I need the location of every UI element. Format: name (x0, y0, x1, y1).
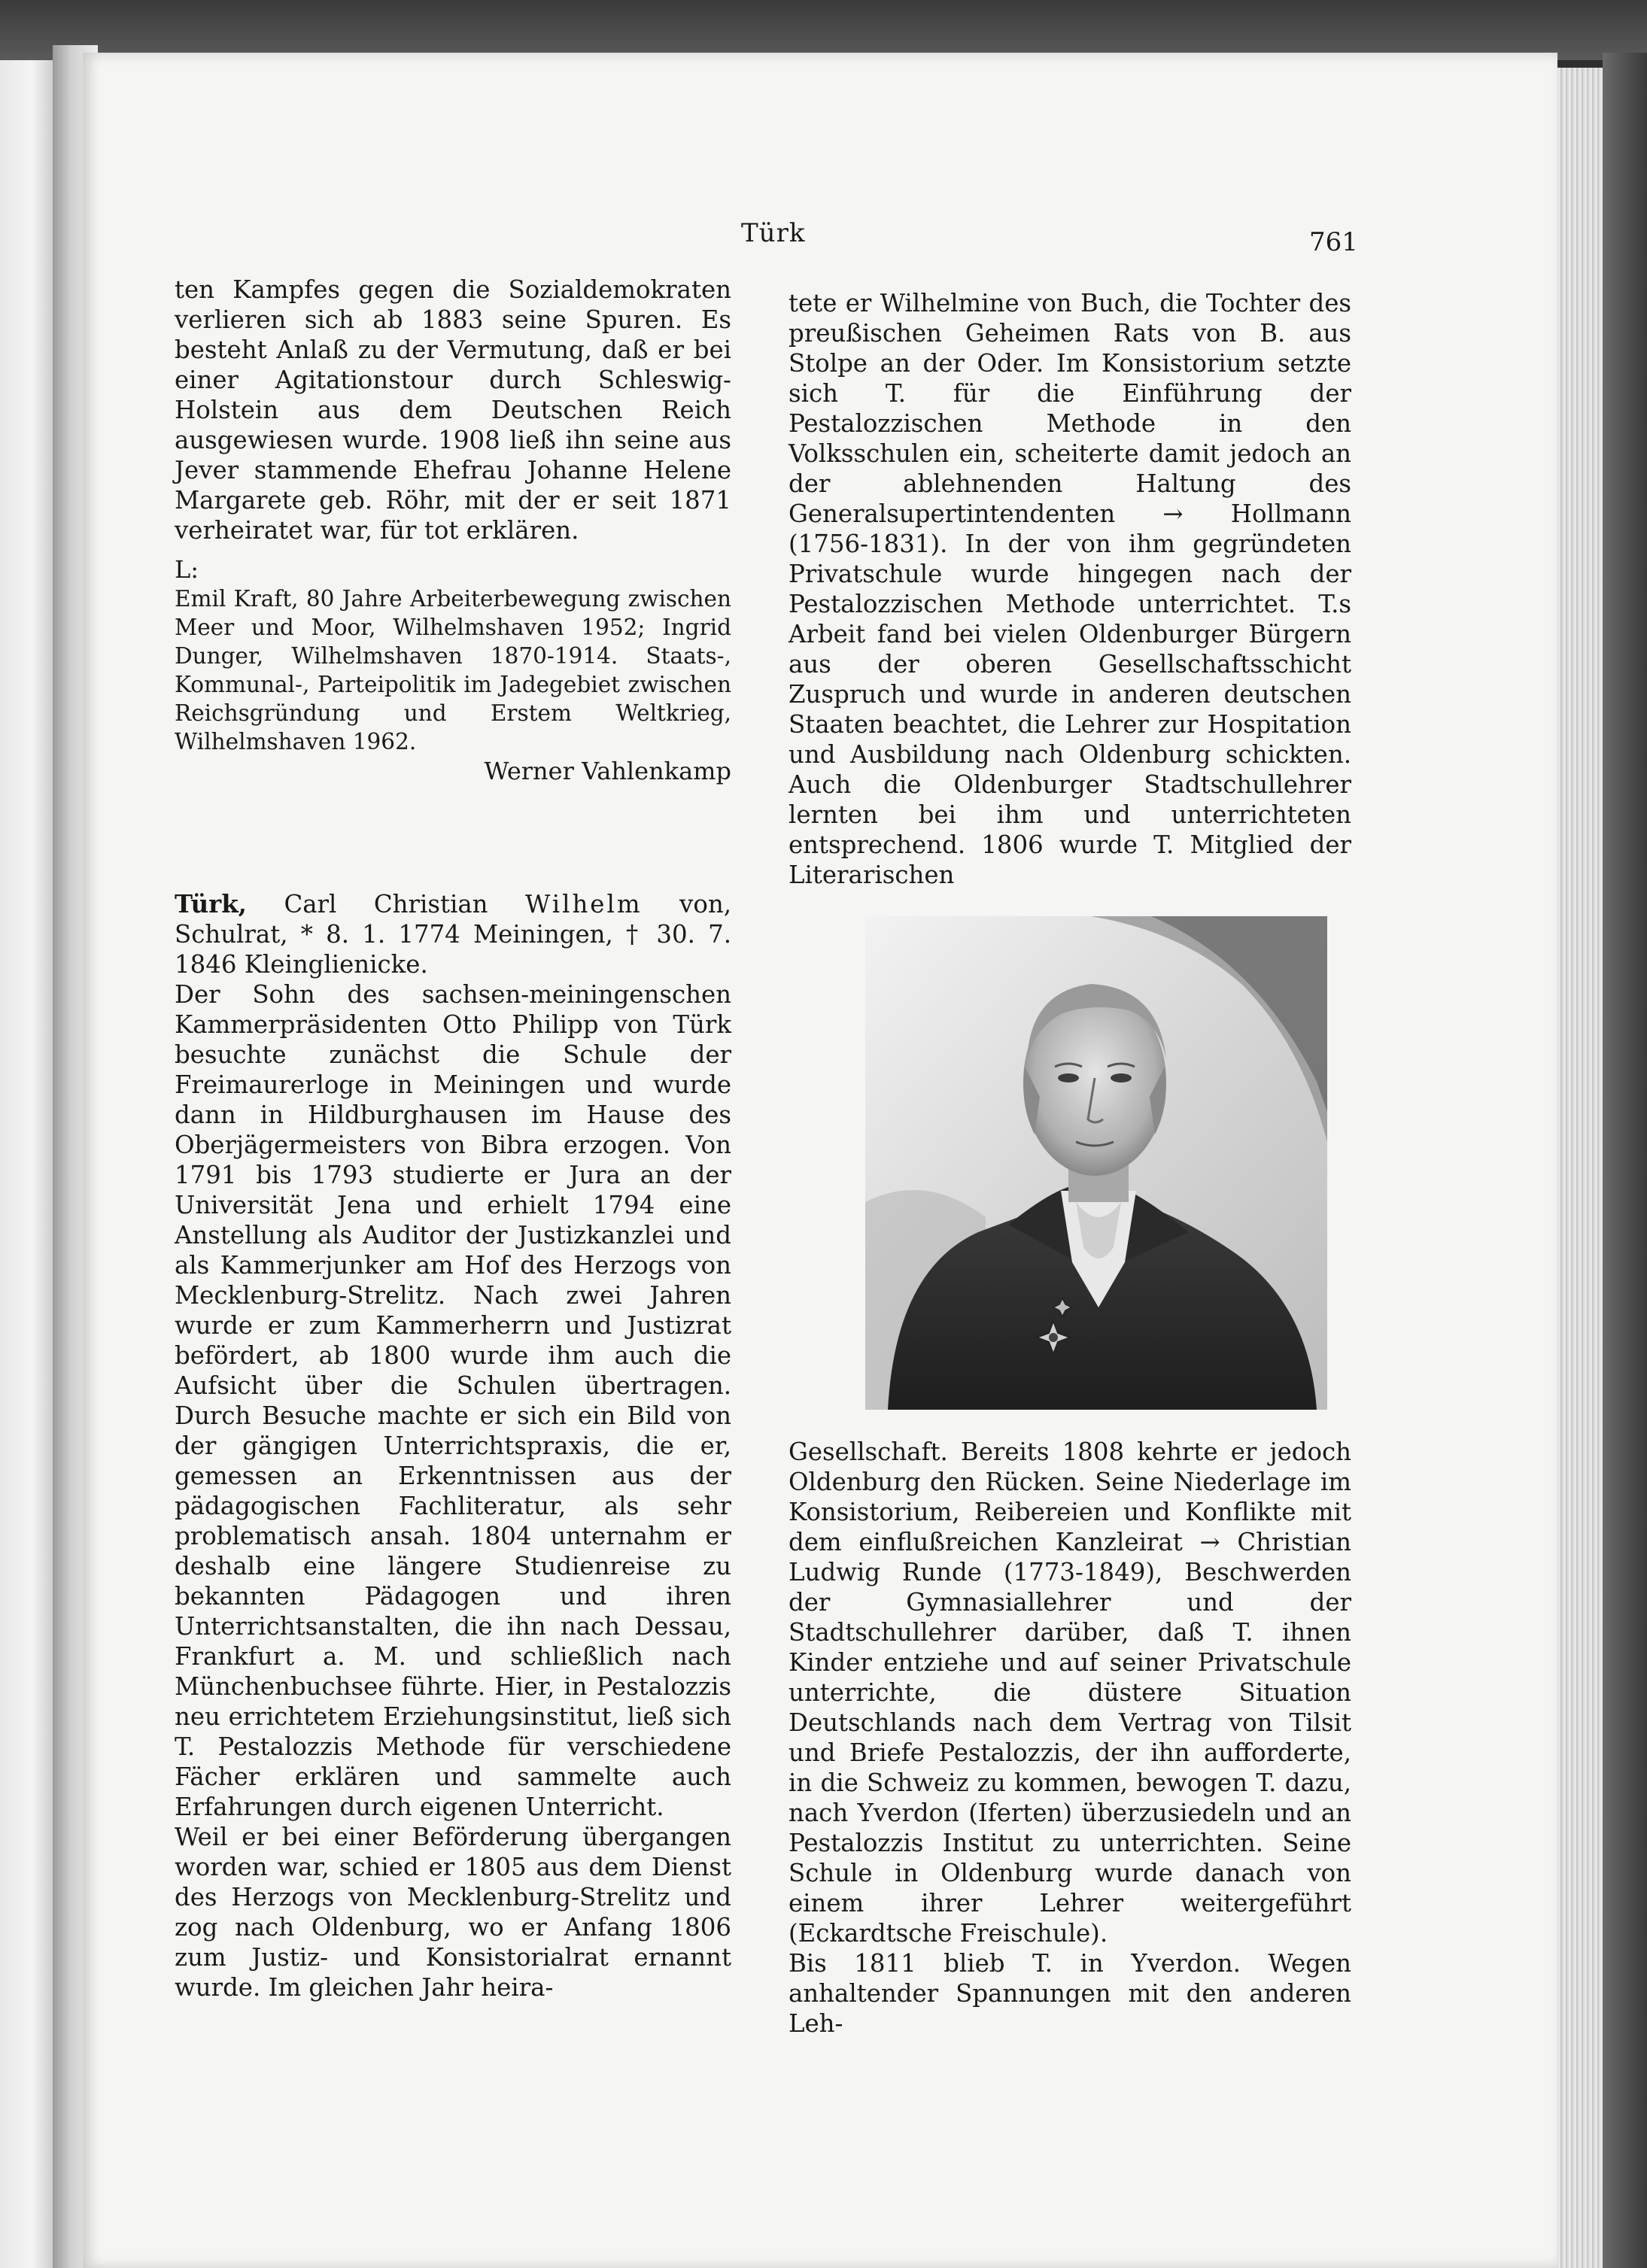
entry-spaced-name: Wilhelm (525, 890, 643, 918)
previous-entry-author: Werner Vahlenkamp (484, 757, 731, 785)
entry-head-details: von, Schulrat, * 8. 1. 1774 Meiningen, † 30. 7. 1846 Kleinglienicke. (175, 890, 731, 979)
entry-paragraph-2-after-image: Gesellschaft. Bereits 1808 kehrte er jedoch Oldenburg den Rücken. Seine Niederlage im Konsistorium, Reibereien und Konflikte mit dem einflußreichen Kanzleirat → Christian Ludwig Runde (1773-1849), Beschwerden der Gymnasiallehrer und der Stadtschullehrer darüber, daß T. ihnen Kinder entziehe und auf seiner Privatschule unterrichte, die düstere Situation Deutschlands nach dem Vertrag von Tilsit und Briefe Pestalozzis, der ihn aufforderte, in die Schweiz zu kommen, bewogen T. dazu, nach Yverdon (Iferten) überzusiedeln und an Pestalozzis Institut zu unterrichten. Seine Schule in Oldenburg wurde danach von einem ihrer Lehrer weitergeführt (Eckardtsche Freischule). (789, 1438, 1351, 1948)
book-cover-edge (1603, 53, 1647, 2268)
portrait-image (865, 916, 1327, 1410)
page-number: 761 (1309, 227, 1358, 257)
running-head: Türk (741, 218, 806, 248)
left-column-previous-entry (175, 275, 731, 786)
portrait-engraving (865, 916, 1327, 1410)
previous-entry-text: ten Kampfes gegen die Sozialdemokraten verlieren sich ab 1883 seine Spuren. Es besteht Anlaß zu der Vermutung, daß er bei einer Agitationstour durch Schleswig-Holstein aus dem Deutschen Reich ausgewiesen wurde. 1908 ließ ihn seine aus Jever stammende Ehefrau Johanne Helene Margarete geb. Röhr, mit der er seit 1871 verheiratet war, für tot erklären. (175, 275, 731, 545)
left-column-entry (175, 889, 731, 2002)
literature-text: Emil Kraft, 80 Jahre Arbeiterbewegung zwischen Meer und Moor, Wilhelmshaven 1952; Ingrid Dunger, Wilhelmshaven 1870-1914. Staats-, Kommunal-, Parteipolitik im Jadegebiet zwischen Reichsgründung und Erstem Weltkrieg, Wilhelmshaven 1962. (175, 586, 731, 754)
right-column-bottom (789, 1437, 1351, 2039)
scanner-background-top (0, 0, 1647, 60)
entry-paragraph-2: Weil er bei einer Beförderung übergangen worden war, schied er 1805 aus dem Dienst des Herzogs von Mecklenburg-Strelitz und zog nach Oldenburg, wo er Anfang 1806 zum Justiz- und Konsistorialrat ernannt wurde. Im gleichen Jahr heira- (175, 1823, 731, 2002)
right-column-top (789, 288, 1351, 890)
literature-label: L: (175, 555, 199, 584)
page-edges (1557, 68, 1603, 2268)
entry-paragraph-2-continued: tete er Wilhelmine von Buch, die Tochter des preußischen Geheimen Rats von B. aus Stolpe an der Oder. Im Konsistorium setzte sich T. für die Einführung der Pestalozzischen Methode in den Volksschulen ein, scheiterte damit jedoch an der ablehnenden Haltung des Generalsupertintendenten → Hollmann (1756-1831). In der von ihm gegründeten Privatschule wurde hingegen nach der Pestalozzischen Methode unterrichtet. T.s Arbeit fand bei vielen Oldenburger Bürgern aus der oberen Gesellschaftsschicht Zuspruch und wurde in anderen deutschen Staaten beachtet, die Lehrer zur Hospitation und Ausbildung nach Oldenburg schickten. Auch die Oldenburger Stadtschullehrer lernten bei ihm und unterrichteten entsprechend. 1806 wurde T. Mitglied der Literarischen (789, 289, 1351, 889)
entry-given-names: Carl Christian (284, 890, 488, 918)
entry-paragraph-3: Bis 1811 blieb T. in Yverdon. Wegen anhaltender Spannungen mit den anderen Leh- (789, 1949, 1351, 2038)
left-page-edge (0, 60, 53, 2268)
entry-surname: Türk, (175, 890, 247, 918)
entry-heading (175, 889, 731, 979)
entry-paragraph-1: Der Sohn des sachsen-meiningenschen Kammerpräsidenten Otto Philipp von Türk besuchte zunächst die Schule der Freimaurerloge in Meiningen und wurde dann in Hildburghausen im Hause des Oberjägermeisters von Bibra erzogen. Von 1791 bis 1793 studierte er Jura an der Universität Jena und erhielt 1794 eine Anstellung als Auditor der Justizkanzlei und als Kammerjunker am Hof des Herzogs von Mecklenburg-Strelitz. Nach zwei Jahren wurde er zum Kammerherrn und Justizrat befördert, ab 1800 wurde ihm auch die Aufsicht über die Schulen übertragen. Durch Besuche machte er sich ein Bild von der gängigen Unterrichtspraxis, die er, gemessen an Erkenntnissen aus der pädagogischen Fachliteratur, als sehr problematisch ansah. 1804 unternahm er deshalb eine längere Studienreise zu bekannten Pädagogen und ihren Unterrichtsanstalten, die ihn nach Dessau, Frankfurt a. M. und schließlich nach Münchenbuchsee führte. Hier, in Pestalozzis neu errichtetem Erziehungsinstitut, ließ sich T. Pestalozzis Methode für verschiedene Fächer erklären und sammelte auch Erfahrungen durch eigenen Unterricht. (175, 980, 731, 1821)
